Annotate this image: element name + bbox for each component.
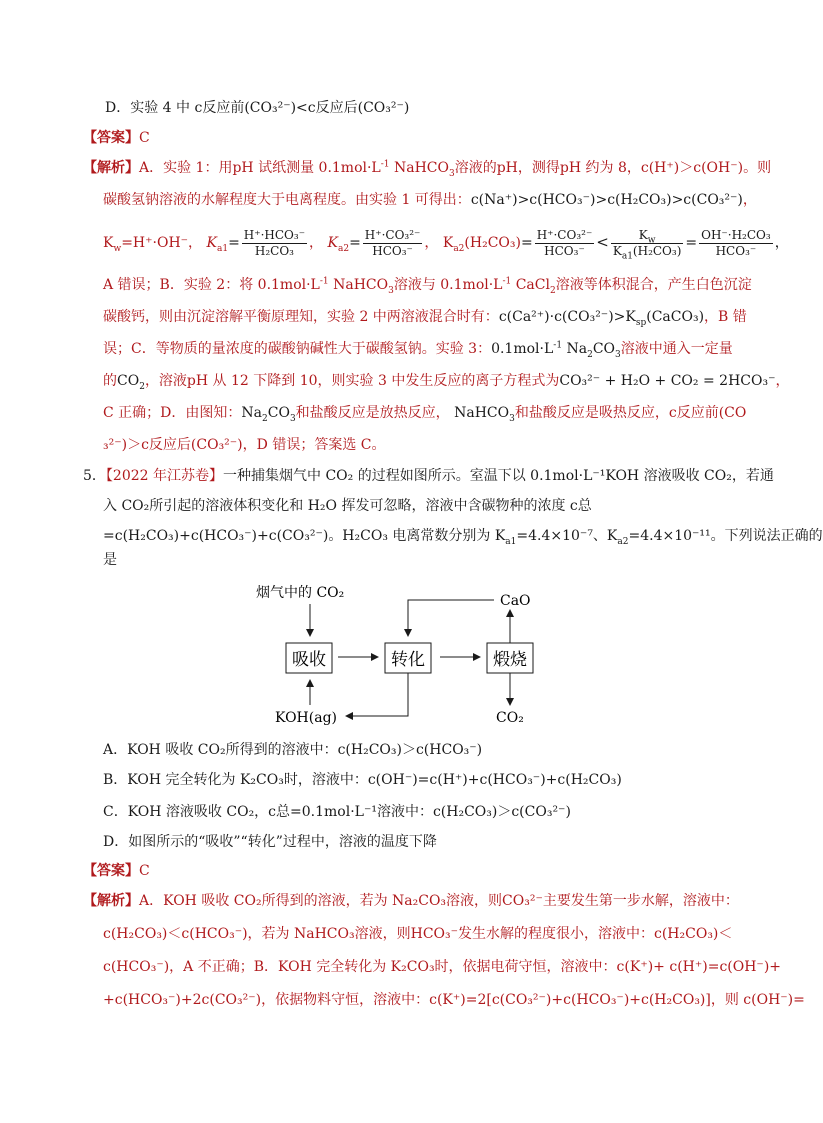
cao-label: CaO [500,593,531,609]
denominator: HCO₃⁻ [544,243,585,258]
text: c(H⁺)＞c(OH⁻) [640,160,744,176]
answer-tag: 【答案】 [83,863,139,879]
option-c: C．KOH 溶液吸收 CO₂，c总=0.1mol·L⁻¹溶液中：c(H₂CO₃)＞c(CO₃²⁻) [103,804,571,820]
ksp-paren: (CaCO₃) [646,309,705,325]
denominator-paren: (H₂CO₃) [632,243,682,258]
denominator: HCO₃⁻ [715,243,757,258]
text: 碳酸氢钠溶液的水解程度大于电离程度。由实验 1 可得出： [103,192,471,208]
sub: a2 [453,243,465,254]
sub: a1 [621,250,633,261]
text: A．KOH 吸收 CO₂所得到的溶液，若为 Na₂CO₃溶液，则CO₃²⁻主要发生第一步水解，溶液中： [139,893,739,909]
text: 溶液的pH，测得pH 约为 8， [454,160,641,176]
text: =4.4×10⁻¹¹。下列说法正确的 [628,528,823,544]
sub: sp [635,317,647,328]
sub: w [113,243,122,254]
numerator: K [638,227,648,242]
text: CO [117,373,140,389]
flue-gas-label: 烟气中的 CO₂ [256,585,345,601]
question-number: 5． [83,468,106,484]
analysis-line-7: 的$CO_2$，溶液pH 从 12 下降到 10，则实验 3 中发生反应的离子方程式为CO₃²⁻ + H₂O + CO₂ = 2HCO₃⁻， [103,373,790,392]
text: NaHCO [454,405,510,421]
sub: a1 [505,536,517,547]
sub: a1 [216,243,229,254]
text: Na [241,405,262,421]
text: CO [267,405,290,421]
text: 碳酸钙，则由沉淀溶解平衡原理知，实验 2 中两溶液混合时有： [103,309,499,325]
text: ₃²⁻)＞c反应后(CO₃²⁻) [103,437,243,453]
text: 误；C．等物质的量浓度的碳酸钠碱性大于碳酸氢钠。实验 3： [103,341,492,357]
option-d-prev: D．实验 4 中 c反应前(CO₃²⁻)<c反应后(CO₃²⁻) [105,100,410,116]
sup: -1 [380,159,390,170]
question-source: 【2022 年江苏卷】 [105,468,224,484]
option-a: A．KOH 吸收 CO₂所得到的溶液中：c(H₂CO₃)＞c(HCO₃⁻) [103,742,483,758]
sub: a2 [617,536,629,547]
text: NaHCO [328,277,389,293]
numerator: H⁺·CO₃²⁻ [364,227,421,242]
analysis2-line-2: c(H₂CO₃)＜c(HCO₃⁻)，若为 NaHCO₃溶液，则HCO₃⁻发生水解的程度很小，溶液中：c(H₂CO₃)＜ [103,926,733,942]
text: A．实验 1：用pH 试纸测量 0.1mol·L [139,160,381,176]
text: ，溶液pH 从 12 下降到 10，则实验 3 中发生反应的离子方程式为 [144,373,560,389]
text: c反应前(CO [668,405,747,421]
denominator: H₂CO₃ [254,243,294,258]
text: ，B 错 [704,309,747,325]
box-calcine-label: 煅烧 [493,650,527,670]
answer-value: C [139,130,150,146]
sub: a2 [337,243,350,254]
numerator: OH⁻·H₂CO₃ [701,227,771,242]
denominator: K [612,243,622,258]
koh-label: KOH(ag) [275,710,338,726]
text: 0.1mol·L [491,341,554,357]
option-b: B．KOH 完全转化为 K₂CO₃时，溶液中：c(OH⁻)=c(H⁺)+c(HCO₃⁻)+c(H₂CO₃) [103,772,622,788]
numerator: H⁺·CO₃²⁻ [536,227,593,242]
numerator: H⁺·HCO₃⁻ [243,227,306,242]
analysis2-line-4: +c(HCO₃⁻)+2c(CO₃²⁻)，依据物料守恒，溶液中：c(K⁺)=2[c(CO₃²⁻)+c(HCO₃⁻)+c(H₂CO₃)]，则 c(OH⁻)= [103,992,805,1008]
text: 溶液等体积混合，产生白色沉淀 [555,277,752,293]
text: 。H₂CO₃ 电离常数分别为 K [328,528,506,544]
text: Na [562,341,588,357]
text: C 正确；D．由图知： [103,405,242,421]
ka2h-paren: (H₂CO₃) [464,235,521,251]
analysis-line-4: A 错误；B．实验 2：将 $0.1mol\cdot L^{-1}$ NaHCO$_3$溶液与 $0.1mol\cdot L^{-1}$ CaCl$_2$溶液等体积混合，产生白色沉淀 [103,276,752,296]
sub: 3 [448,168,455,179]
option-d: D．如图所示的“吸收”“转化”过程中，溶液的温度下降 [103,834,437,850]
text: 。则 [743,160,772,176]
text: ，D 错误；答案选 C。 [242,437,386,453]
analysis-line-6: 误；C．等物质的量浓度的碳酸钠碱性大于碳酸氢钠。实验 3：$0.1mol\cdot L^{-1}$ $Na_2CO_3$溶液中通入一定量 [103,340,733,360]
ka2-label: K [327,235,338,251]
ionic-equation: CO₃²⁻ + H₂O + CO₂ = 2HCO₃⁻ [559,373,776,389]
analysis-tag: 【解析】 [83,893,139,909]
analysis-tag: 【解析】 [83,160,139,176]
arrow-cao-convert [408,600,494,636]
text: =c(H₂CO₃)+c(HCO₃⁻)+c(CO₃²⁻) [103,528,329,544]
ka1-label: K [206,235,217,251]
arrow-convert-koh [346,673,408,716]
text: 一种捕集烟气中 CO₂ 的过程如图所示。室温下以 0.1mol·L⁻¹KOH 溶液吸收 CO₂，若通 [223,468,774,484]
box-absorb-label: 吸收 [292,650,326,670]
text: ， [775,373,790,389]
text: A 错误；B．实验 2：将 0.1mol·L [103,277,320,293]
sub: w [647,234,656,245]
text: CaCl [511,277,550,293]
q5-line-2: 入 CO₂所引起的溶液体积变化和 H₂O 挥发可忽略，溶液中含碳物种的浓度 c总 [103,498,592,514]
text: 的 [103,373,117,389]
ka2h-label: K [442,235,454,251]
box-convert-label: 转化 [391,650,425,670]
text: =4.4×10⁻⁷、K [516,528,618,544]
q5-line-4: 是 [103,552,117,568]
text: NaHCO [389,160,449,176]
answer-tag: 【答案】 [83,130,139,146]
analysis-line-3: $K_w=H^+\cdot OH^-$， $K_{a1}=$ H⁺·HCO₃⁻ H₂CO₃ ， $K_{a2}=$ H⁺·CO₃²⁻ HCO₃⁻ ， $K_{a2}(H_2CO_3)=$ H⁺·CO₃²⁻ HCO₃⁻ < $\frac{K_w}{K_{a1}(H_2CO_3)}$ = OH⁻·H₂CO₃ HCO₃⁻ ， [103,227,789,261]
ksp-expr: c(Ca²⁺)·c(CO₃²⁻)>K [498,309,636,325]
kw-label: K [103,235,114,251]
denominator: HCO₃⁻ [372,243,413,258]
kw-expr: =H⁺·OH⁻， [121,235,203,251]
co2-label: CO₂ [496,710,524,726]
text: CO [592,341,616,357]
text: 和盐酸反应是吸热反应， [514,405,669,421]
text: 和盐酸反应是放热反应， [295,405,450,421]
analysis2-line-1 [83,891,739,911]
text: 溶液中通入一定量 [620,341,733,357]
text: ， [742,192,757,208]
answer-line-2 [83,861,150,881]
analysis-line-8: C 正确；D．由图知：$Na_2CO_3$和盐酸反应是放热反应， NaHCO$_3$和盐酸反应是吸热反应，c反应前(CO [103,405,747,424]
inequality: c(Na⁺)>c(HCO₃⁻)>c(H₂CO₃)>c(CO₃²⁻) [470,192,743,208]
analysis2-line-3: c(HCO₃⁻)，A 不正确；B．KOH 完全转化为 K₂CO₃时，依据电荷守恒，溶液中：c(K⁺)+ c(H⁺)=c(OH⁻)+ [103,959,782,975]
answer-value: C [139,863,150,879]
text: 溶液与 0.1mol·L [393,277,503,293]
